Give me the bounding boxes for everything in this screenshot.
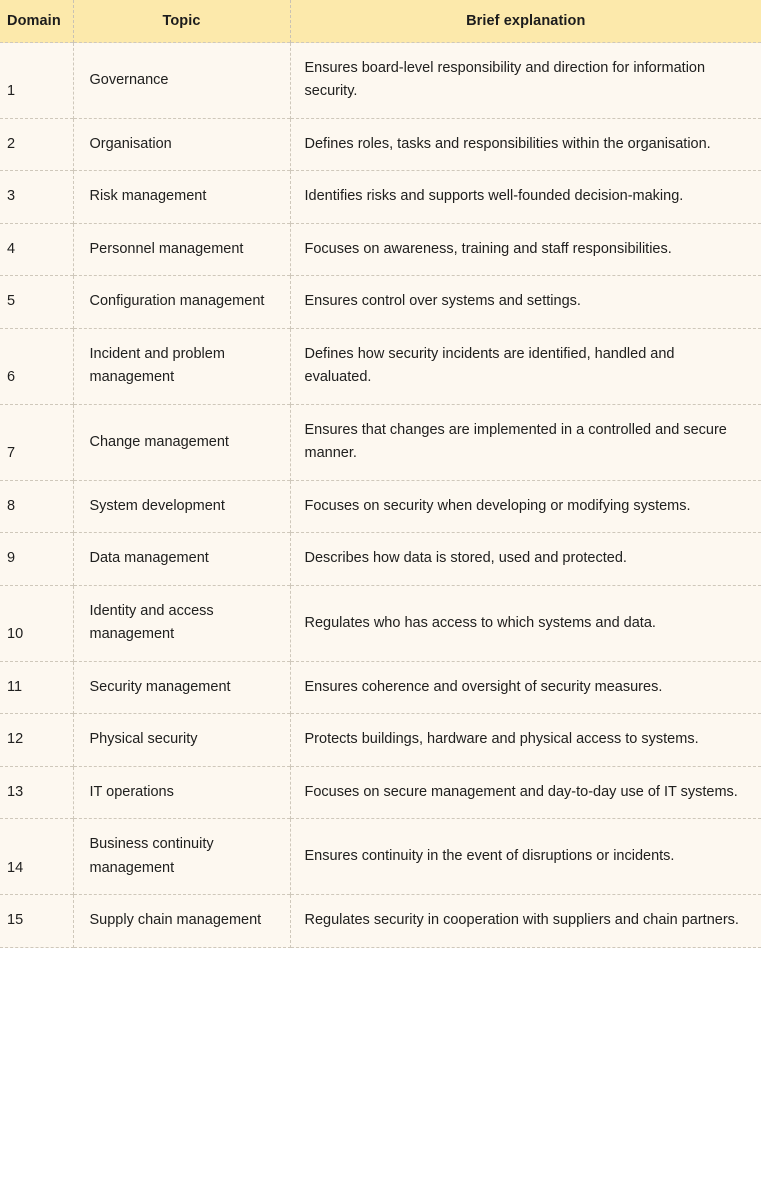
cell-explanation: Ensures board-level responsibility and direction for information security.: [290, 43, 761, 119]
table-row: [0, 895, 761, 947]
cell-topic: Identity and access management: [73, 585, 290, 661]
cell-domain: 8: [0, 480, 73, 532]
cell-domain: 11: [0, 661, 73, 713]
cell-topic: Personnel management: [73, 223, 290, 275]
cell-explanation: Ensures that changes are implemented in a controlled and secure manner.: [290, 404, 761, 480]
cell-topic: System development: [73, 480, 290, 532]
table-row: [0, 276, 761, 328]
table-row: [0, 118, 761, 170]
cell-explanation: Ensures control over systems and settings.: [290, 276, 761, 328]
cell-domain: 15: [0, 895, 73, 947]
table-row: [0, 404, 761, 480]
cell-explanation: Regulates who has access to which systems and data.: [290, 585, 761, 661]
cell-domain: 12: [0, 714, 73, 766]
cell-topic: Risk management: [73, 171, 290, 223]
cell-topic: Organisation: [73, 118, 290, 170]
cell-topic: Incident and problem management: [73, 328, 290, 404]
table-row: [0, 171, 761, 223]
cell-explanation: Ensures coherence and oversight of security measures.: [290, 661, 761, 713]
cell-domain: 7: [0, 404, 73, 480]
cell-topic: Data management: [73, 533, 290, 585]
column-header-domain: Domain: [0, 0, 73, 43]
table-row: [0, 714, 761, 766]
cell-topic: IT operations: [73, 766, 290, 818]
cell-domain: 4: [0, 223, 73, 275]
cell-explanation: Focuses on security when developing or modifying systems.: [290, 480, 761, 532]
table-row: [0, 223, 761, 275]
cell-domain: 14: [0, 819, 73, 895]
cell-domain: 3: [0, 171, 73, 223]
cell-domain: 6: [0, 328, 73, 404]
table-body: [0, 43, 761, 948]
cell-explanation: Focuses on awareness, training and staff responsibilities.: [290, 223, 761, 275]
cell-explanation: Regulates security in cooperation with suppliers and chain partners.: [290, 895, 761, 947]
cell-topic: Security management: [73, 661, 290, 713]
table-row: [0, 533, 761, 585]
cell-topic: Governance: [73, 43, 290, 119]
cell-topic: Physical security: [73, 714, 290, 766]
cell-explanation: Defines how security incidents are identified, handled and evaluated.: [290, 328, 761, 404]
cell-explanation: Describes how data is stored, used and protected.: [290, 533, 761, 585]
table-row: [0, 328, 761, 404]
table-row: [0, 661, 761, 713]
table-row: [0, 43, 761, 119]
cell-domain: 13: [0, 766, 73, 818]
cell-topic: Business continuity management: [73, 819, 290, 895]
table-row: [0, 766, 761, 818]
cell-explanation: Focuses on secure management and day-to-day use of IT systems.: [290, 766, 761, 818]
cell-domain: 2: [0, 118, 73, 170]
table-header-row: [0, 0, 761, 43]
table-row: [0, 585, 761, 661]
column-header-topic: Topic: [73, 0, 290, 43]
table-row: [0, 819, 761, 895]
cell-domain: 1: [0, 43, 73, 119]
cell-explanation: Defines roles, tasks and responsibilities within the organisation.: [290, 118, 761, 170]
cell-explanation: Ensures continuity in the event of disruptions or incidents.: [290, 819, 761, 895]
cell-topic: Configuration management: [73, 276, 290, 328]
cell-explanation: Protects buildings, hardware and physical access to systems.: [290, 714, 761, 766]
column-header-explanation: Brief explanation: [290, 0, 761, 43]
table-header: [0, 0, 761, 43]
cell-topic: Supply chain management: [73, 895, 290, 947]
cell-domain: 10: [0, 585, 73, 661]
cell-explanation: Identifies risks and supports well-founded decision-making.: [290, 171, 761, 223]
cell-domain: 5: [0, 276, 73, 328]
cell-topic: Change management: [73, 404, 290, 480]
table-row: [0, 480, 761, 532]
cell-domain: 9: [0, 533, 73, 585]
